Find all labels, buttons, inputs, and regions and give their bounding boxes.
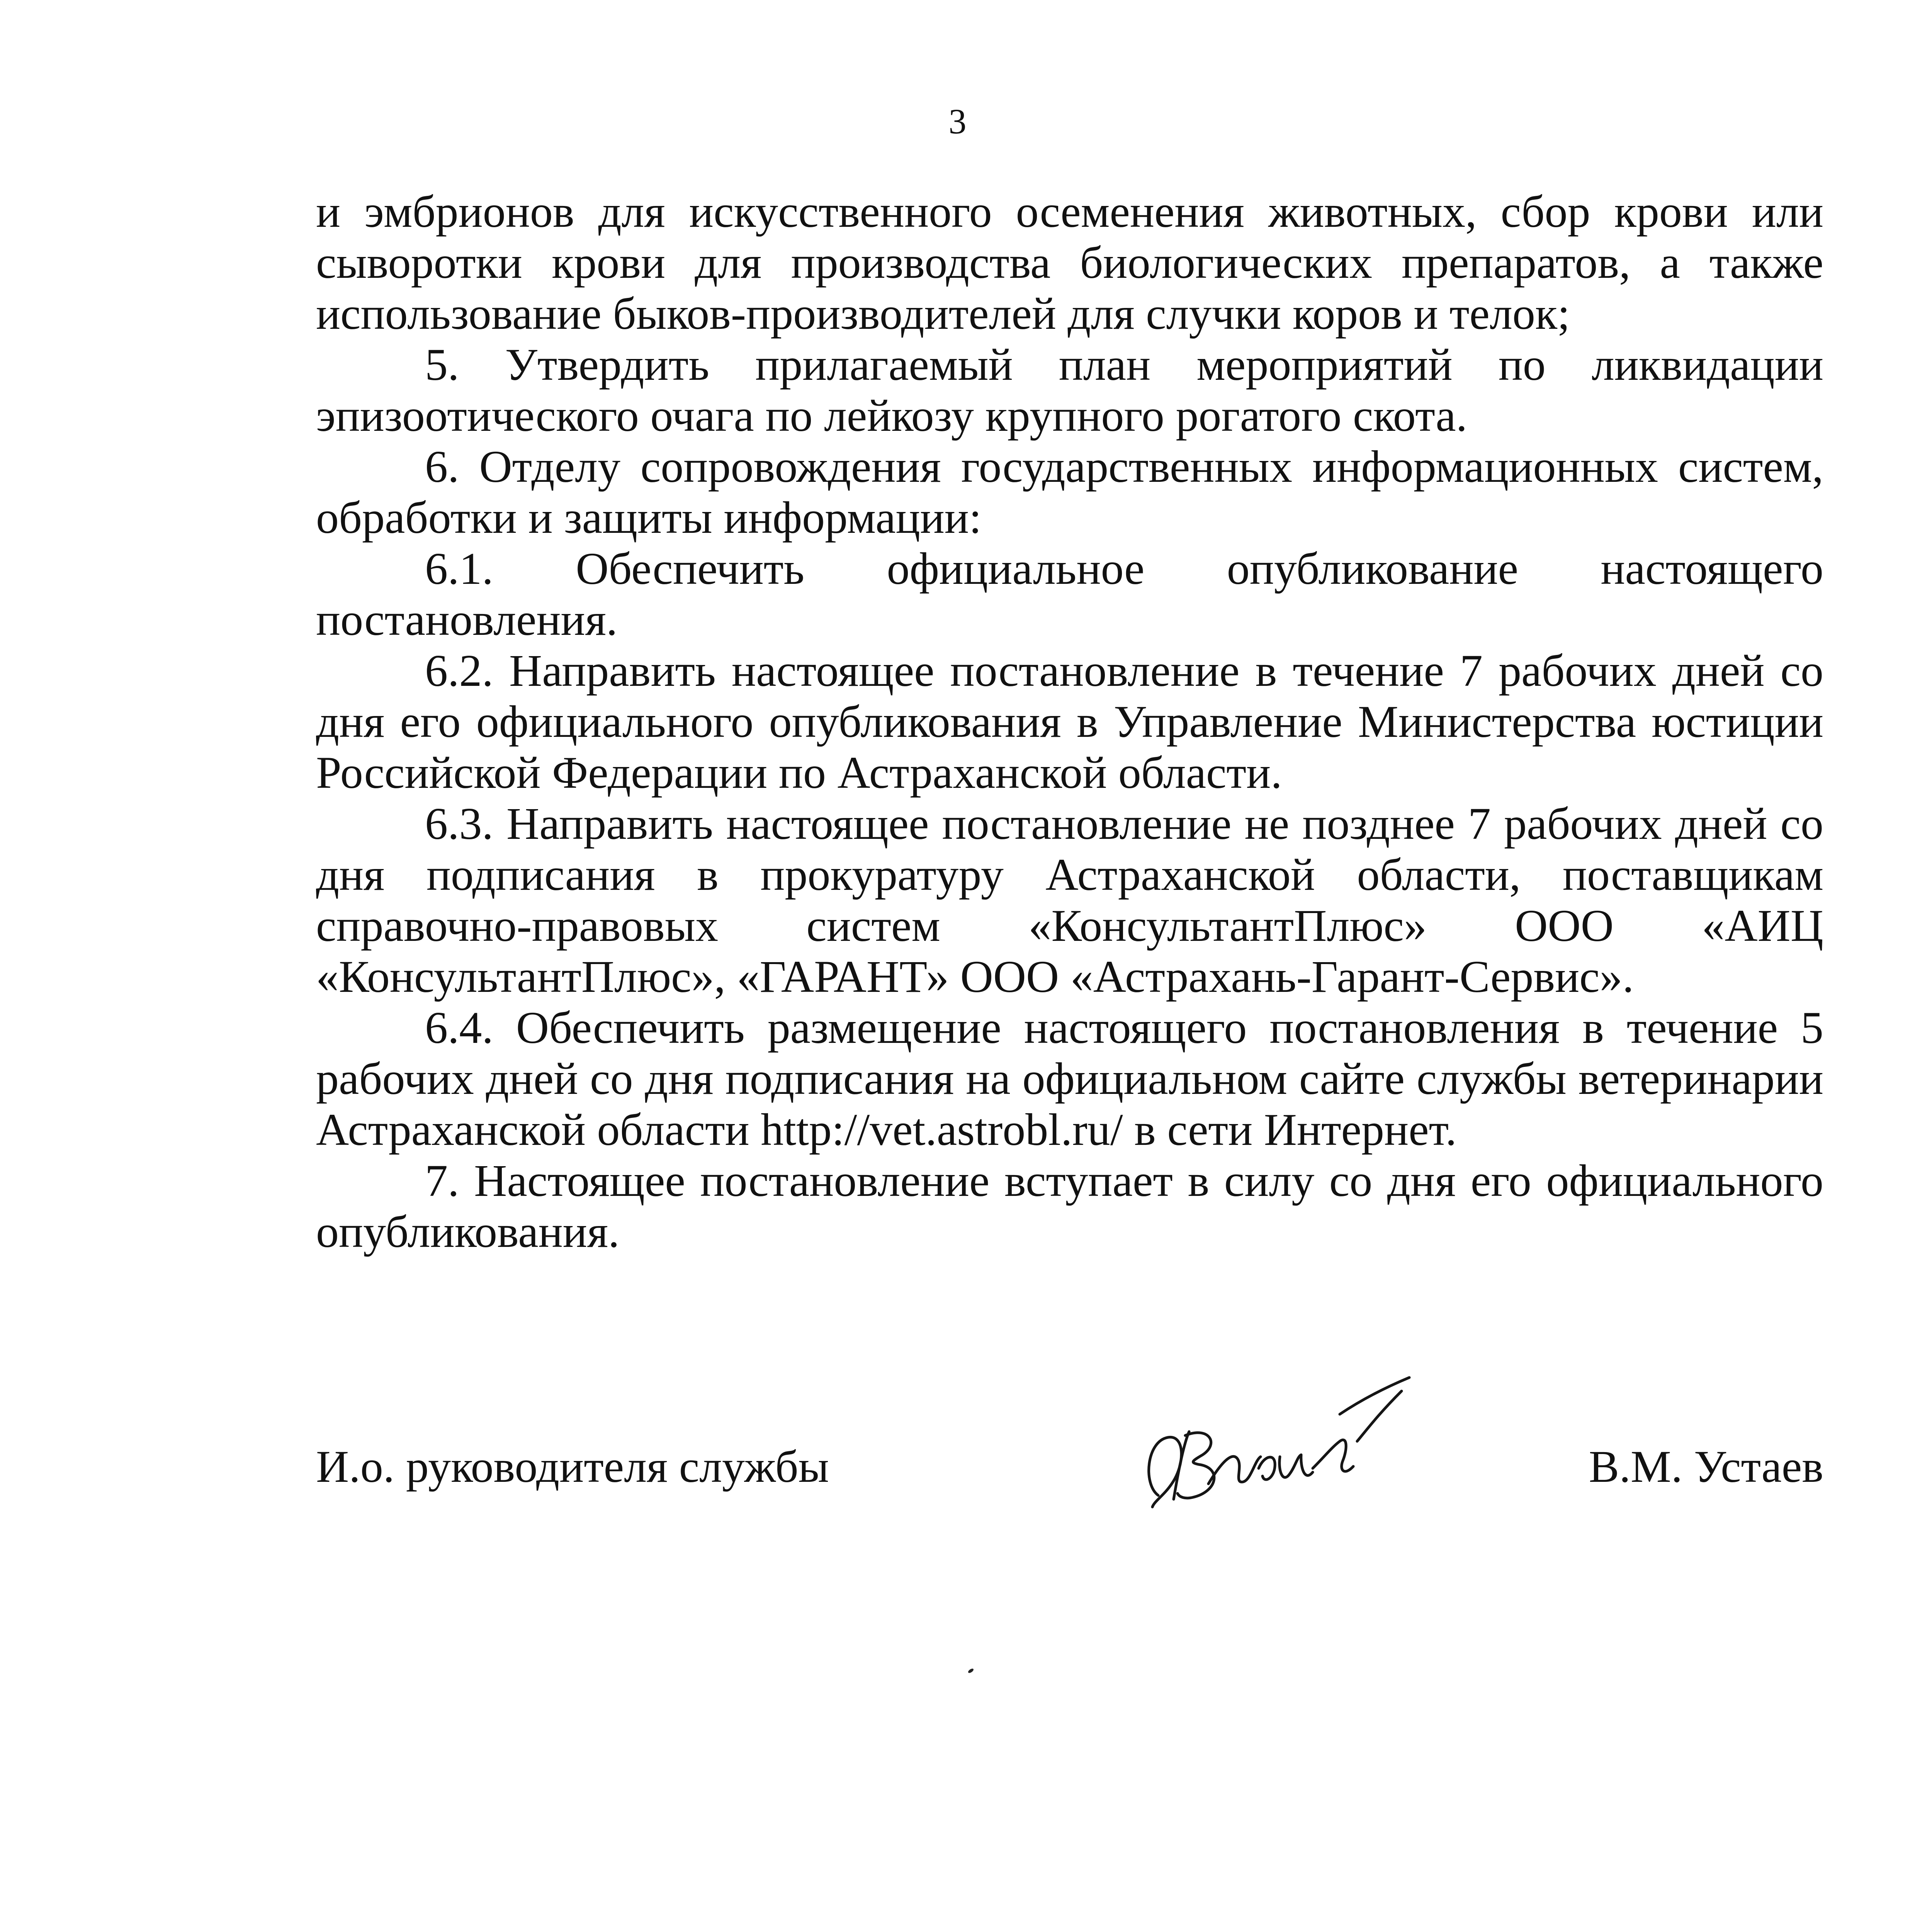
- page-number: 3: [948, 102, 967, 141]
- signature-block: [316, 1368, 1823, 1569]
- scan-speck: [967, 1668, 974, 1674]
- paragraph-item-6-1: 6.1. Обеспечить официальное опубликование настоящего постановления.: [316, 543, 1823, 645]
- paragraph-continuation: и эмбрионов для искусственного осеменения животных, сбор крови или сыворотки крови для производства биологических препаратов, а также использование быков-производителей для случки коров и телок;: [316, 186, 1823, 339]
- document-body: [316, 186, 1823, 1257]
- signatory-position: И.о. руководителя службы: [316, 1441, 829, 1492]
- signatory-name: В.М. Устаев: [1589, 1441, 1823, 1492]
- paragraph-item-5: 5. Утвердить прилагаемый план мероприятий по ликвидации эпизоотического очага по лейкозу крупного рогатого скота.: [316, 339, 1823, 441]
- paragraph-item-6: 6. Отделу сопровождения государственных информационных систем, обработки и защиты информации:: [316, 441, 1823, 543]
- paragraph-item-6-3: 6.3. Направить настоящее постановление не позднее 7 рабочих дней со дня подписания в прокуратуру Астраханской области, поставщикам справочно-правовых систем «КонсультантПлюс» ООО «АИЦ «КонсультантПлюс», «ГАРАНТ» ООО «Астрахань-Гарант-Сервис».: [316, 798, 1823, 1002]
- paragraph-item-7: 7. Настоящее постановление вступает в силу со дня его официального опубликования.: [316, 1155, 1823, 1257]
- paragraph-item-6-4: 6.4. Обеспечить размещение настоящего постановления в течение 5 рабочих дней со дня подписания на официальном сайте службы ветеринарии Астраханской области http://vet.astrobl.ru/ в сети Интернет.: [316, 1002, 1823, 1155]
- paragraph-item-6-2: 6.2. Направить настоящее постановление в течение 7 рабочих дней со дня его официального опубликования в Управление Министерства юстиции Российской Федерации по Астраханской области.: [316, 645, 1823, 798]
- handwritten-signature: [1131, 1368, 1425, 1534]
